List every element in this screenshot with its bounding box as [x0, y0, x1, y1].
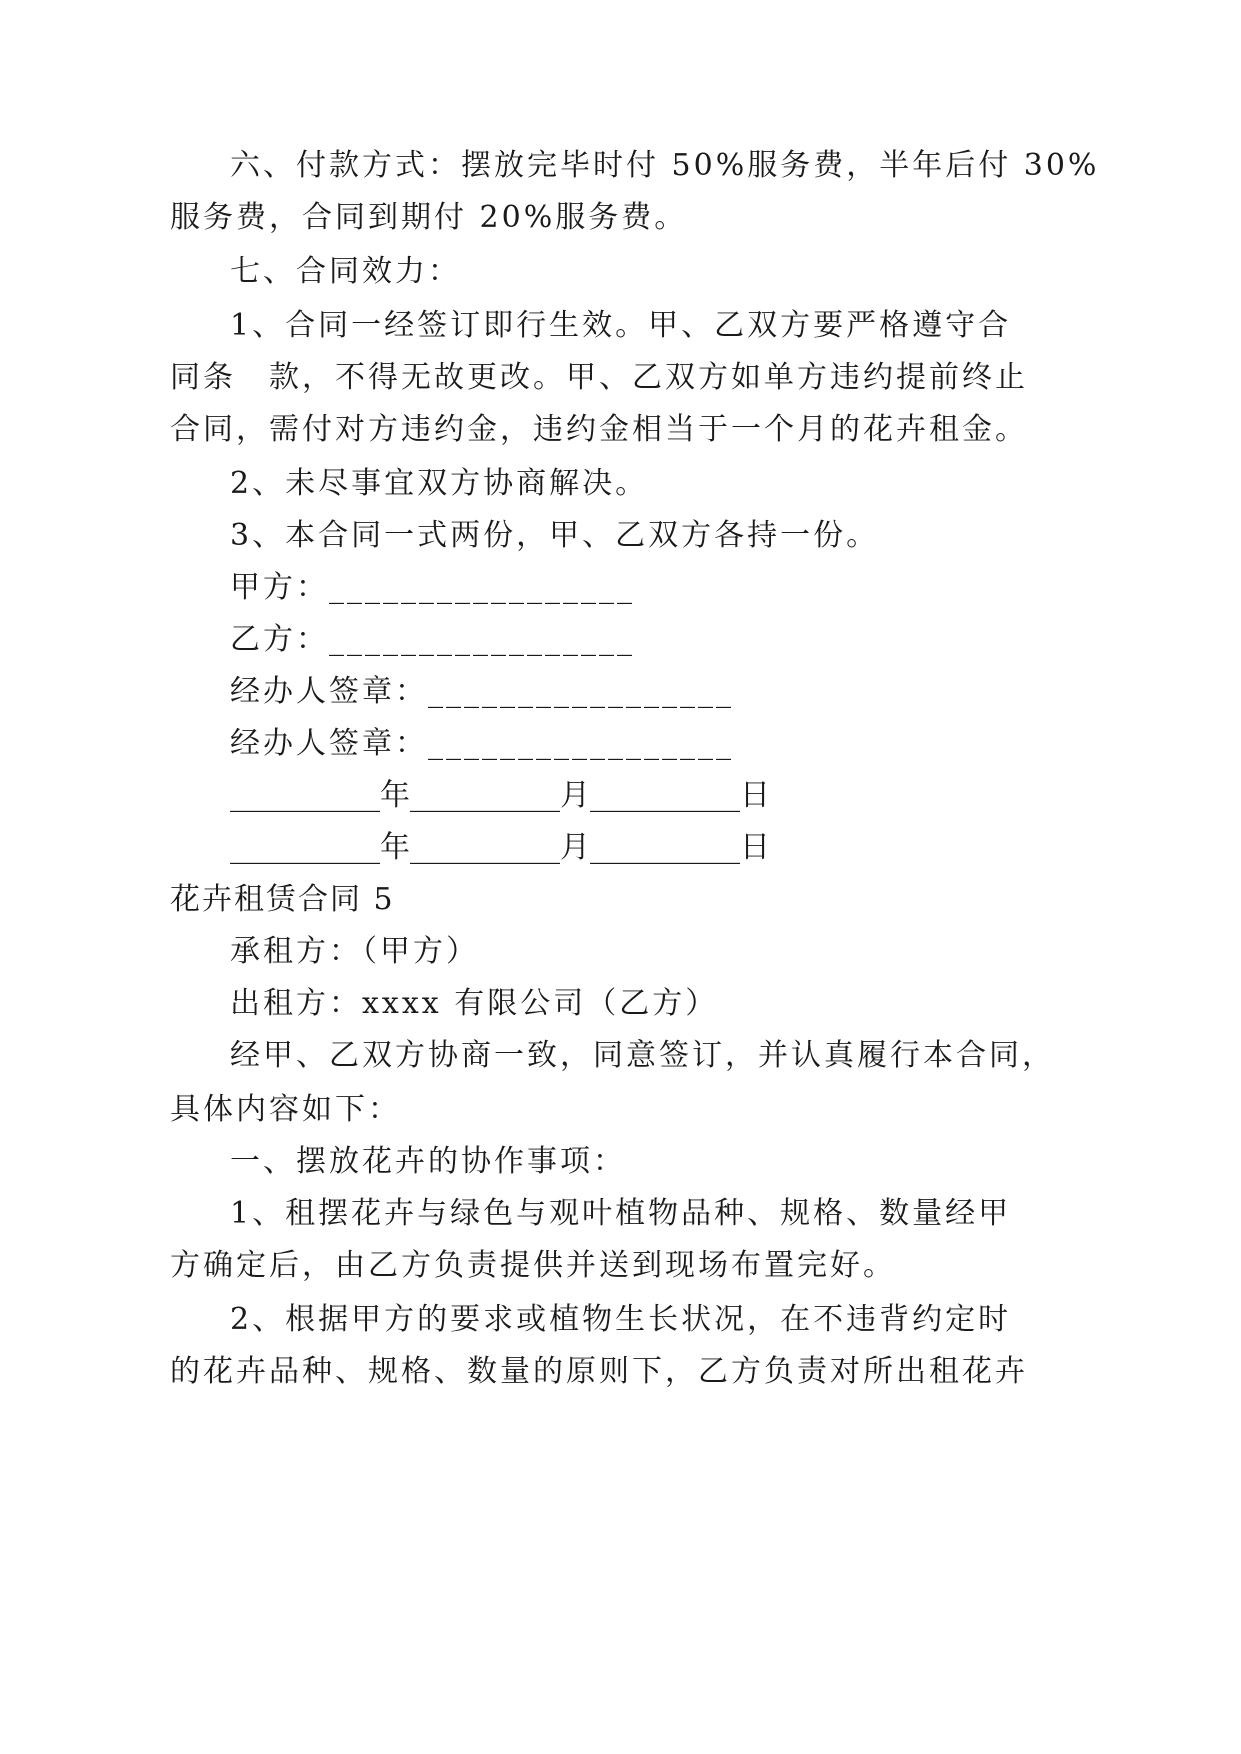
party-a-signature-line: 甲方：_________________	[230, 570, 635, 605]
text-line: 2、根据甲方的要求或植物生长状况，在不违背约定时	[230, 1302, 1012, 1337]
text-line: 3、本合同一式两份，甲、乙双方各持一份。	[230, 518, 880, 553]
text-line: 服务费，合同到期付 20%服务费。	[170, 200, 688, 235]
text-line: 一、摆放花卉的协作事项：	[230, 1144, 626, 1179]
text-line: 六、付款方式：摆放完毕时付 50%服务费，半年后付 30%	[230, 148, 1100, 183]
text-line: 七、合同效力：	[230, 254, 461, 289]
text-line: 的花卉品种、规格、数量的原则下，乙方负责对所出租花卉	[170, 1354, 1028, 1389]
text-line: 2、未尽事宜双方协商解决。	[230, 466, 649, 501]
text-line: 具体内容如下：	[170, 1092, 401, 1127]
text-line: 合同，需付对方违约金，违约金相当于一个月的花卉租金。	[170, 412, 1028, 447]
agent-signature-line: 经办人签章：_________________	[230, 726, 734, 761]
text-line: 承租方：（甲方）	[230, 934, 479, 969]
text-line: 1、合同一经签订即行生效。甲、乙双方要严格遵守合	[230, 308, 1012, 343]
text-line: 出租方：xxxx 有限公司（乙方）	[230, 986, 719, 1021]
party-b-signature-line: 乙方：_________________	[230, 622, 635, 657]
section-title: 花卉租赁合同 5	[170, 882, 395, 917]
date-line: __________年__________月__________日	[230, 830, 770, 865]
text-line: 1、租摆花卉与绿色与观叶植物品种、规格、数量经甲	[230, 1196, 1012, 1231]
text-line: 经甲、乙双方协商一致，同意签订，并认真履行本合同，	[230, 1038, 1055, 1073]
date-line: __________年__________月__________日	[230, 778, 770, 813]
text-line: 方确定后，由乙方负责提供并送到现场布置完好。	[170, 1248, 896, 1283]
text-line: 同条 款，不得无故更改。甲、乙双方如单方违约提前终止	[170, 360, 1028, 395]
agent-signature-line: 经办人签章：_________________	[230, 674, 734, 709]
